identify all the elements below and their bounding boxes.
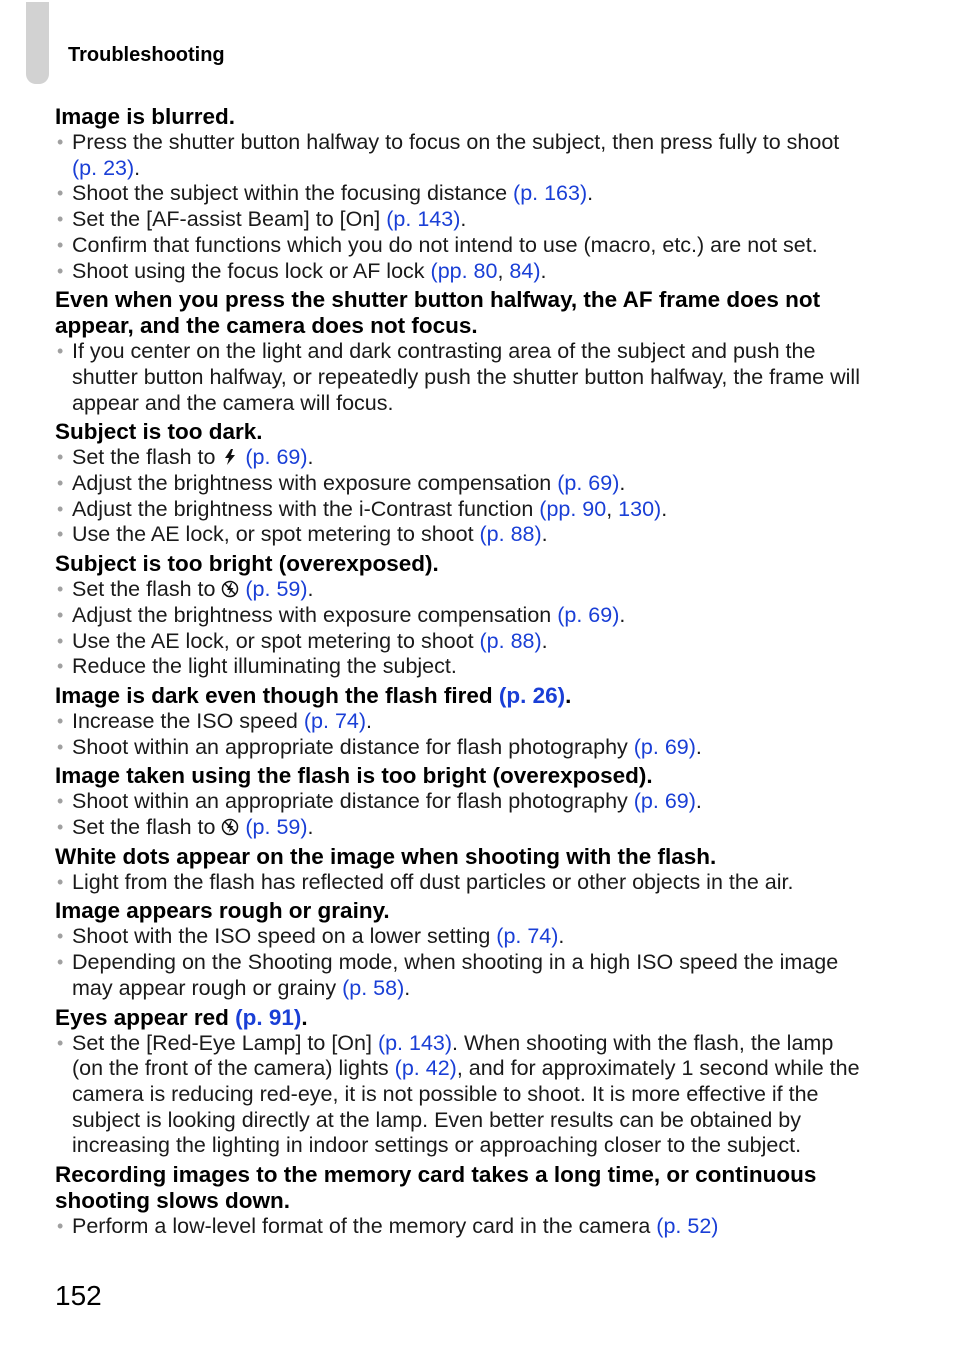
solution-item (55, 950, 865, 1001)
text-run: . (301, 1004, 308, 1030)
text-run: Confirm that functions which you do not intend to use (macro, etc.) are not set. (72, 232, 818, 257)
page-reference-link[interactable]: (p. 69) (633, 789, 696, 814)
text-run: . When shooting with the flash, the lamp (on the front of the camera) lights (72, 1030, 834, 1081)
text-run: , and for approximately 1 second while the camera is reducing red-eye, it is not possible to shoot. It is more effective if the subject is looking directly at the lamp. Even better results can be obtained by increasing the lighting in indoor settings or approaching closer to the subject. (72, 1056, 860, 1158)
section-title: Troubleshooting (68, 44, 225, 66)
text-run: . (307, 445, 314, 470)
text-run: Shoot the subject within the focusing distance (72, 181, 514, 206)
text-run: . (404, 975, 411, 1000)
text-run: Adjust the brightness with the i-Contrast function (72, 496, 540, 521)
solution-list (55, 789, 865, 840)
text-run: , (497, 258, 510, 283)
page-reference-link[interactable]: (p. 143) (377, 1030, 453, 1055)
problem-heading (55, 551, 865, 577)
solution-list (55, 709, 865, 760)
page-reference-link[interactable]: (p. 69) (633, 734, 696, 759)
text-run: Image is blurred. (55, 104, 236, 129)
solution-list (55, 870, 865, 896)
text-run: . (695, 789, 702, 814)
solution-item (55, 1214, 865, 1240)
solution-list (55, 924, 865, 1001)
solution-item (55, 233, 865, 259)
solution-item (55, 603, 865, 629)
text-run: Subject is too bright (overexposed). (55, 551, 439, 577)
text-run: . (541, 628, 548, 653)
text-run: Adjust the brightness with exposure compensation (72, 471, 558, 496)
text-run: Recording images to the memory card takes a long time, or continuous shooting slows down. (55, 1162, 817, 1214)
text-run: . (558, 924, 565, 949)
solution-list (55, 577, 865, 680)
page-reference-link[interactable]: (p. 59) (245, 577, 308, 602)
solution-list (55, 1214, 865, 1240)
solution-list (55, 445, 865, 548)
page-reference-link[interactable]: (pp. 90 (539, 496, 607, 521)
text-run: Shoot using the focus lock or AF lock (72, 258, 431, 283)
flash-off-icon (221, 580, 239, 598)
problem-heading (55, 287, 865, 339)
solution-list (55, 1031, 865, 1160)
section-tab-marker (26, 2, 49, 84)
solution-item (55, 181, 865, 207)
problem-heading (55, 763, 865, 789)
flash-off-icon (221, 818, 239, 836)
solution-item (55, 445, 865, 471)
page-reference-link[interactable]: (p. 42) (394, 1056, 457, 1081)
problem-heading (55, 844, 865, 870)
text-run: . (565, 682, 572, 708)
text-run: . (661, 496, 668, 521)
text-run: White dots appear on the image when shooting with the flash. (55, 843, 717, 869)
page-number: 152 (55, 1280, 102, 1311)
solution-item (55, 815, 865, 841)
text-run: Shoot with the ISO speed on a lower setting (72, 924, 497, 949)
problem-heading (55, 898, 865, 924)
solution-list (55, 339, 865, 416)
text-run: Set the flash to (72, 445, 222, 470)
text-run: Set the [AF-assist Beam] to [On] (72, 207, 387, 232)
text-run: Shoot within an appropriate distance for flash photography (72, 734, 634, 759)
problem-heading (55, 683, 865, 709)
text-run: Shoot within an appropriate distance for flash photography (72, 789, 634, 814)
problem-heading (55, 104, 865, 130)
text-run: . (619, 471, 626, 496)
page-reference-link[interactable]: (p. 163) (513, 181, 588, 206)
solution-item (55, 1031, 865, 1160)
solution-item (55, 735, 865, 761)
text-run: Reduce the light illuminating the subject. (72, 654, 457, 679)
page-reference-link[interactable]: (p. 59) (245, 815, 308, 840)
text-run: Image appears rough or grainy. (55, 898, 390, 924)
text-run: . (307, 815, 314, 840)
page-reference-link[interactable]: (pp. 80 (430, 258, 498, 283)
text-run: Use the AE lock, or spot metering to shoot (72, 522, 480, 547)
page-reference-link[interactable]: (p. 23) (72, 155, 135, 180)
solution-item (55, 629, 865, 655)
page-reference-link[interactable]: (p. 69) (245, 445, 308, 470)
text-run: . (366, 708, 372, 733)
text-run: Press the shutter button halfway to focus on the subject, then press fully to shoot (72, 130, 840, 154)
page-reference-link[interactable]: (p. 69) (557, 471, 620, 496)
solution-item (55, 709, 865, 735)
solution-item (55, 339, 865, 416)
page-reference-link[interactable]: (p. 143) (386, 207, 461, 232)
page-reference-link[interactable]: (p. 74) (496, 924, 559, 949)
text-run: Perform a low-level format of the memory card in the camera (72, 1214, 657, 1239)
text-run: Set the [Red-Eye Lamp] to [On] (72, 1030, 378, 1055)
text-run: . (134, 155, 141, 180)
text-run: . (540, 258, 547, 283)
page-reference-link[interactable]: (p. 69) (557, 602, 620, 627)
solution-list (55, 130, 865, 284)
page-reference-link[interactable]: (p. 74) (303, 708, 367, 733)
text-run: . (541, 522, 548, 547)
text-run: If you center on the light and dark contrasting area of the subject and push the shutter button halfway, or repeatedly push the shutter button halfway, the frame will appear and the camera will focus. (72, 339, 860, 415)
page-reference-link[interactable]: (p. 88) (479, 628, 542, 653)
text-run: Light from the flash has reflected off dust particles or other objects in the air. (72, 869, 794, 894)
text-run: Even when you press the shutter button halfway, the AF frame does not appear, and the camera does not focus. (55, 287, 821, 339)
solution-item (55, 924, 865, 950)
page-reference-link[interactable]: (p. 91) (235, 1004, 302, 1030)
text-run: . (619, 602, 626, 627)
text-run: . (307, 577, 314, 602)
text-run: Eyes appear red (55, 1004, 236, 1030)
page-reference-link[interactable]: (p. 52) (656, 1214, 719, 1239)
text-run: Depending on the Shooting mode, when shooting in a high ISO speed the image may appear rough or grainy (72, 950, 839, 1000)
page-reference-link[interactable]: (p. 58) (342, 975, 405, 1000)
solution-item (55, 654, 865, 680)
text-run: Image is dark even though the flash fired (55, 682, 499, 708)
solution-item (55, 207, 865, 233)
solution-item (55, 577, 865, 603)
text-run: Image taken using the flash is too bright (overexposed). (55, 763, 653, 789)
troubleshooting-content (55, 104, 865, 1243)
problem-heading (55, 1005, 865, 1031)
text-run: Increase the ISO speed (72, 708, 304, 733)
page-reference-link[interactable]: 130) (618, 496, 662, 521)
text-run: , (606, 496, 619, 521)
text-run: Adjust the brightness with exposure compensation (72, 602, 558, 627)
text-run: Subject is too dark. (55, 419, 263, 445)
page-reference-link[interactable]: (p. 26) (498, 682, 566, 708)
problem-heading (55, 419, 865, 445)
solution-item (55, 789, 865, 815)
solution-item (55, 870, 865, 896)
solution-item (55, 522, 865, 548)
solution-item (55, 497, 865, 523)
solution-item (55, 259, 865, 285)
solution-item (55, 471, 865, 497)
text-run: Set the flash to (72, 815, 222, 840)
text-run: Set the flash to (72, 577, 222, 602)
page-reference-link[interactable]: 84) (509, 258, 541, 283)
text-run: . (587, 181, 594, 206)
text-run: . (460, 207, 467, 232)
text-run: Use the AE lock, or spot metering to shoot (72, 628, 480, 653)
problem-heading (55, 1162, 865, 1214)
solution-item (55, 130, 865, 181)
page-reference-link[interactable]: (p. 88) (479, 522, 542, 547)
text-run: . (695, 734, 702, 759)
flash-on-icon (221, 448, 239, 466)
